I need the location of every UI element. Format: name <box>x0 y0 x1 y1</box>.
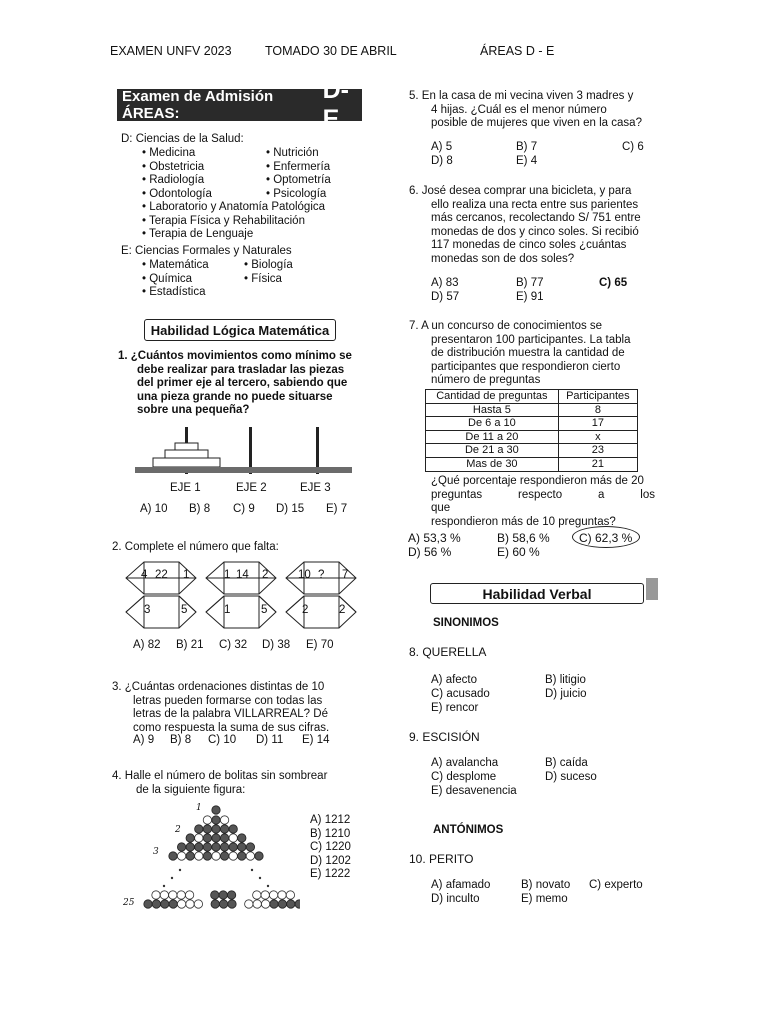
text-line: 7. A un concurso de conocimientos se <box>409 320 603 332</box>
text-line: presentaron 100 participantes. La tabla <box>431 333 631 346</box>
exam-banner <box>117 76 362 133</box>
text-line: del primer eje al tercero, sabiendo que <box>137 377 348 390</box>
question-4-text <box>112 770 327 797</box>
axis-label: EJE 1 <box>170 482 201 494</box>
option: D) inculto <box>431 893 480 905</box>
option: C) acusado <box>431 688 490 700</box>
disk-large <box>153 458 220 467</box>
option: B) caída <box>545 757 588 769</box>
option: C) 62,3 % <box>579 531 633 545</box>
option: E) 14 <box>302 734 330 746</box>
text-line: 6. José desea comprar una bicicleta, y para <box>409 185 632 197</box>
option: E) 4 <box>516 155 538 167</box>
question-7-text <box>409 320 655 388</box>
list-item: • Laboratorio y Anatomía Patológica <box>142 201 326 213</box>
sinonimos-title: SINONIMOS <box>433 617 499 629</box>
table-cell: Mas de 30 <box>426 457 559 471</box>
text-line: más cercanos, recolectando S/ 751 entre <box>431 212 641 225</box>
option: A) afamado <box>431 879 491 891</box>
fig-number: 1 <box>224 604 231 616</box>
fig-number: 2 <box>302 604 309 616</box>
list-item: • Psicología <box>266 187 327 200</box>
option: B) novato <box>521 879 571 891</box>
fig-number: ? <box>318 569 325 581</box>
question-3-text <box>112 681 356 735</box>
fig-number: 2 <box>339 604 346 616</box>
axis-label: EJE 2 <box>236 482 267 494</box>
option: C) 1220 <box>310 841 351 854</box>
text-line: 1. ¿Cuántos movimientos como mínimo se <box>118 350 352 362</box>
row-label: 2 <box>175 825 181 835</box>
option: C) 10 <box>208 734 237 746</box>
option: C) 32 <box>219 639 248 651</box>
header-exam: EXAMEN UNFV 2023 <box>110 44 232 58</box>
option: C) 6 <box>622 141 644 153</box>
fig-number: 5 <box>261 604 268 616</box>
text-line: letras de la palabra VILLARREAL? Dé <box>133 708 328 721</box>
list-item: • Terapia de Lenguaje <box>142 228 254 241</box>
list-item: • Matemática <box>142 259 209 271</box>
list-item: • Optometría <box>266 174 331 187</box>
option: C) desplome <box>431 771 497 783</box>
list-item: • Radiología <box>142 174 205 187</box>
list-item: • Química <box>142 272 193 285</box>
text-line: monedas de dos y cinco soles. Si recibió <box>431 225 639 238</box>
question-4-options <box>310 814 351 882</box>
option: A) 9 <box>133 734 155 746</box>
text-line: letras pueden formarse con todas las <box>133 694 323 707</box>
table-row <box>426 430 638 444</box>
option: B) 8 <box>189 503 211 515</box>
row-label: 25 <box>123 898 135 908</box>
area-e-right <box>244 259 293 286</box>
section-verbal-title: Habilidad Verbal <box>430 583 644 604</box>
option: E) 1222 <box>310 868 351 881</box>
option: B) 8 <box>170 734 192 746</box>
list-item: • Física <box>244 272 282 285</box>
fig-number: 1 <box>224 569 231 581</box>
option: E) 7 <box>326 503 348 515</box>
table-cell: 21 <box>558 457 637 471</box>
text-line: posible de mujeres que viven en la casa? <box>431 117 642 130</box>
list-item: • Terapia Física y Rehabilitación <box>142 214 305 227</box>
option: A) 10 <box>140 503 168 515</box>
text-line: preguntas respecto a los que <box>431 488 655 515</box>
fig-number: 22 <box>155 569 168 581</box>
table-header-row <box>426 390 638 404</box>
table-cell: 17 <box>558 417 637 431</box>
table-cell: 8 <box>558 403 637 417</box>
text-line: una pieza grande no puede situarse <box>137 390 333 403</box>
list-item: • Medicina <box>142 147 196 159</box>
option: E) rencor <box>431 702 479 714</box>
option: C) experto <box>589 879 643 891</box>
option: A) 82 <box>133 639 161 651</box>
header-date: TOMADO 30 DE ABRIL <box>265 44 397 58</box>
table-cell: De 11 a 20 <box>426 430 559 444</box>
text-line: ¿Qué porcentaje respondieron más de 20 <box>431 475 644 487</box>
table-header: Cantidad de preguntas <box>426 390 559 404</box>
banner-code: D-E <box>322 76 350 133</box>
option: B) 77 <box>516 277 544 289</box>
question-10-text: 10. PERITO <box>409 852 474 866</box>
option: B) 58,6 % <box>497 531 550 545</box>
table-cell: De 6 a 10 <box>426 417 559 431</box>
option: C) 65 <box>599 277 628 289</box>
list-item: • Estadística <box>142 286 206 299</box>
area-d-full <box>142 201 325 242</box>
option: D) 15 <box>276 503 305 515</box>
option: E) desavenencia <box>431 785 517 797</box>
balls-labels <box>120 800 300 915</box>
fig-number: 7 <box>342 569 349 581</box>
disk-small <box>175 443 198 450</box>
area-d-left <box>142 147 212 201</box>
text-line: 3. ¿Cuántas ordenaciones distintas de 10 <box>112 681 325 693</box>
hanoi-base <box>135 467 352 473</box>
option: A) 83 <box>431 277 459 289</box>
option: D) suceso <box>545 771 597 783</box>
text-line: de distribución muestra la cantidad de <box>431 347 625 360</box>
option: C) 9 <box>233 503 255 515</box>
question-5-text <box>409 90 655 131</box>
list-item: • Odontología <box>142 187 212 200</box>
question-1-text <box>118 350 358 418</box>
text-line: 5. En la casa de mi vecina viven 3 madres y <box>409 90 634 102</box>
fig-number: 1 <box>183 569 190 581</box>
fig-number: 3 <box>144 604 151 616</box>
table-cell: 23 <box>558 444 637 458</box>
option: D) 8 <box>431 155 453 167</box>
antonimos-title: ANTÓNIMOS <box>433 824 504 836</box>
list-item: • Obstetricia <box>142 160 205 173</box>
hanoi-figure <box>135 425 355 481</box>
option: E) memo <box>521 893 568 905</box>
table-row <box>426 457 638 471</box>
option: D) 56 % <box>408 545 452 559</box>
table-cell: Hasta 5 <box>426 403 559 417</box>
table-row <box>426 403 638 417</box>
row-label: 1 <box>196 803 202 813</box>
axis-3-rod <box>316 427 319 474</box>
text-line: debe realizar para trasladar las piezas <box>137 363 345 376</box>
text-line: sobre una pequeña? <box>137 404 250 417</box>
fig-number: 14 <box>236 569 249 581</box>
question-9-text: 9. ESCISIÓN <box>409 730 480 744</box>
table-header: Participantes <box>558 390 637 404</box>
text-line: monedas son de dos soles? <box>431 252 575 265</box>
option: D) 38 <box>262 639 291 651</box>
axis-label: EJE 3 <box>300 482 331 494</box>
option: A) avalancha <box>431 757 499 769</box>
text-line: respondieron más de 10 preguntas? <box>431 515 616 528</box>
text-line: de la siguiente figura: <box>136 783 246 796</box>
text-line: participantes que respondieron cierto <box>431 360 621 373</box>
banner-prefix: Examen de Admisión ÁREAS: <box>122 88 274 122</box>
option: D) 1202 <box>310 854 351 867</box>
list-item: • Enfermería <box>266 160 331 173</box>
text-line: número de preguntas <box>431 374 541 387</box>
option: A) 5 <box>431 141 453 153</box>
option: A) 1212 <box>310 814 351 826</box>
list-item: • Nutrición <box>266 147 319 159</box>
scan-mark <box>646 578 658 600</box>
table-cell: De 21 a 30 <box>426 444 559 458</box>
area-e-title: E: Ciencias Formales y Naturales <box>121 245 292 257</box>
option: A) 53,3 % <box>408 531 461 545</box>
disk-medium <box>165 450 208 458</box>
text-line: 4 hijas. ¿Cuál es el menor número <box>431 103 607 116</box>
list-item: • Biología <box>244 259 293 271</box>
option: A) afecto <box>431 674 478 686</box>
option: B) litigio <box>545 674 586 686</box>
fig-number: 4 <box>141 569 148 581</box>
option: D) juicio <box>545 688 587 700</box>
table-cell: x <box>558 430 637 444</box>
question-6-text <box>409 185 655 267</box>
text-line: 4. Halle el número de bolitas sin sombrear <box>112 770 328 782</box>
fig-number: 5 <box>181 604 188 616</box>
fig-number: 2 <box>262 569 269 581</box>
text-line: ello realiza una recta entre sus parientes <box>431 198 639 211</box>
area-e-left <box>142 259 209 300</box>
option: B) 21 <box>176 639 204 651</box>
row-label: 3 <box>153 847 159 857</box>
option: D) 11 <box>256 734 284 746</box>
participants-table <box>425 389 638 472</box>
question-2-text: 2. Complete el número que falta: <box>112 541 279 553</box>
question-7-after <box>431 475 655 529</box>
area-d-title: D: Ciencias de la Salud: <box>121 133 244 145</box>
fig-number: 10 <box>298 569 311 581</box>
option: E) 60 % <box>497 545 540 559</box>
option: E) 70 <box>306 639 334 651</box>
axis-2-rod <box>249 427 252 474</box>
area-d-right <box>266 147 331 201</box>
option: E) 91 <box>516 291 544 303</box>
question-8-text: 8. QUERELLA <box>409 645 487 659</box>
header-areas: ÁREAS D - E <box>480 44 555 58</box>
option: D) 57 <box>431 291 460 303</box>
table-row <box>426 417 638 431</box>
option: B) 7 <box>516 141 538 153</box>
text-line: 117 monedas de cinco soles ¿cuántas <box>431 239 627 252</box>
text-line: como respuesta la suma de sus cifras. <box>133 721 330 734</box>
option: B) 1210 <box>310 827 351 840</box>
table-row <box>426 444 638 458</box>
section-math-title: Habilidad Lógica Matemática <box>144 319 336 341</box>
